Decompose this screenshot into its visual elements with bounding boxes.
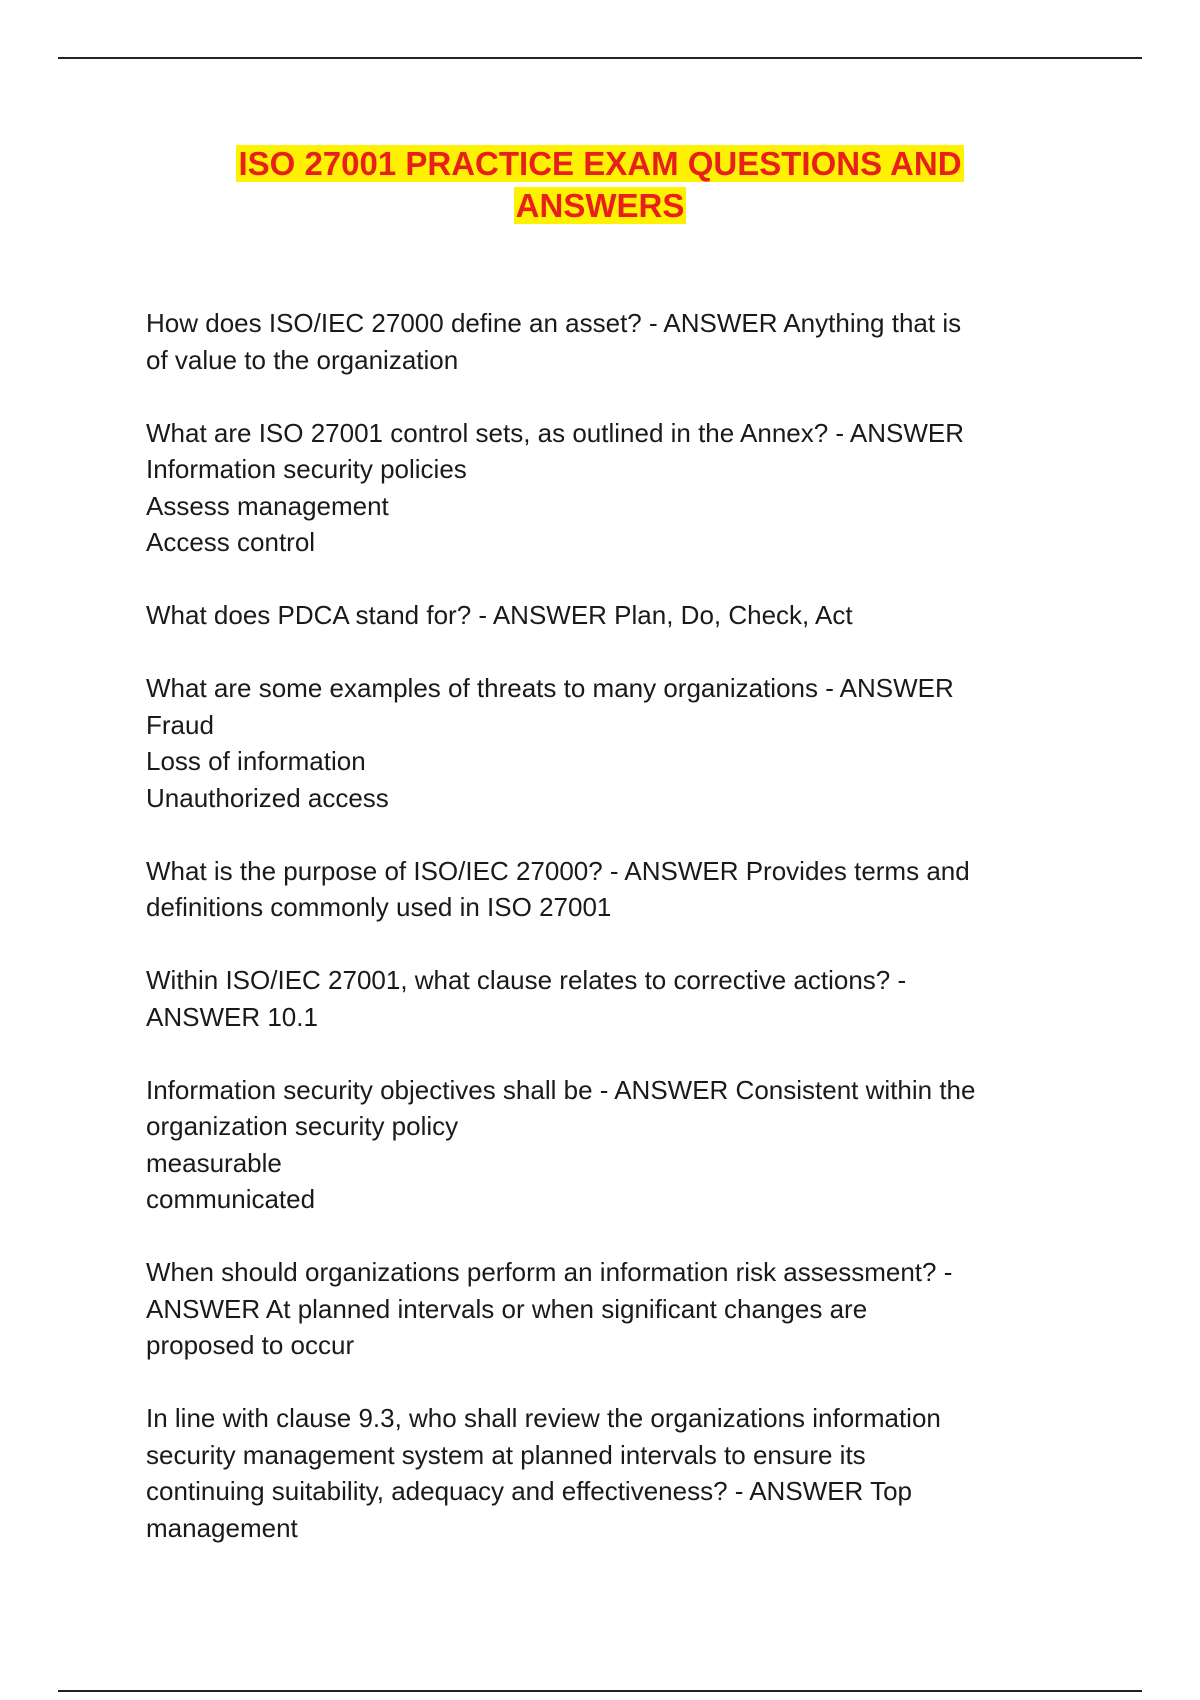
document-title: ISO 27001 PRACTICE EXAM QUESTIONS AND ANSWERS — [238, 145, 962, 224]
qa-item: When should organizations perform an information risk assessment? - ANSWER At planned intervals or when significant changes are proposed to occur — [146, 1257, 953, 1360]
qa-item: In line with clause 9.3, who shall review the organizations information security management system at planned intervals to ensure its continuing suitability, adequacy and effectiveness? - ANSWER Top management — [146, 1403, 941, 1543]
title-block — [0, 143, 1200, 227]
bottom-rule — [58, 1690, 1142, 1692]
qa-item: What is the purpose of ISO/IEC 27000? - ANSWER Provides terms and definitions commonly used in ISO 27001 — [146, 855, 970, 922]
qa-item: Within ISO/IEC 27001, what clause relates to corrective actions? - ANSWER 10.1 — [146, 965, 907, 1032]
qa-item: What are ISO 27001 control sets, as outlined in the Annex? - ANSWER Information security policies Assess management Access control — [146, 417, 964, 557]
qa-item: How does ISO/IEC 27000 define an asset? - ANSWER Anything that is of value to the organization — [146, 308, 962, 375]
top-rule — [58, 57, 1142, 59]
qa-item: Information security objectives shall be - ANSWER Consistent within the organization security policy measurable communicated — [146, 1074, 976, 1214]
qa-list — [146, 305, 1066, 1583]
qa-item: What does PDCA stand for? - ANSWER Plan, Do, Check, Act — [146, 600, 853, 630]
qa-item: What are some examples of threats to many organizations - ANSWER Fraud Loss of information Unauthorized access — [146, 673, 954, 813]
